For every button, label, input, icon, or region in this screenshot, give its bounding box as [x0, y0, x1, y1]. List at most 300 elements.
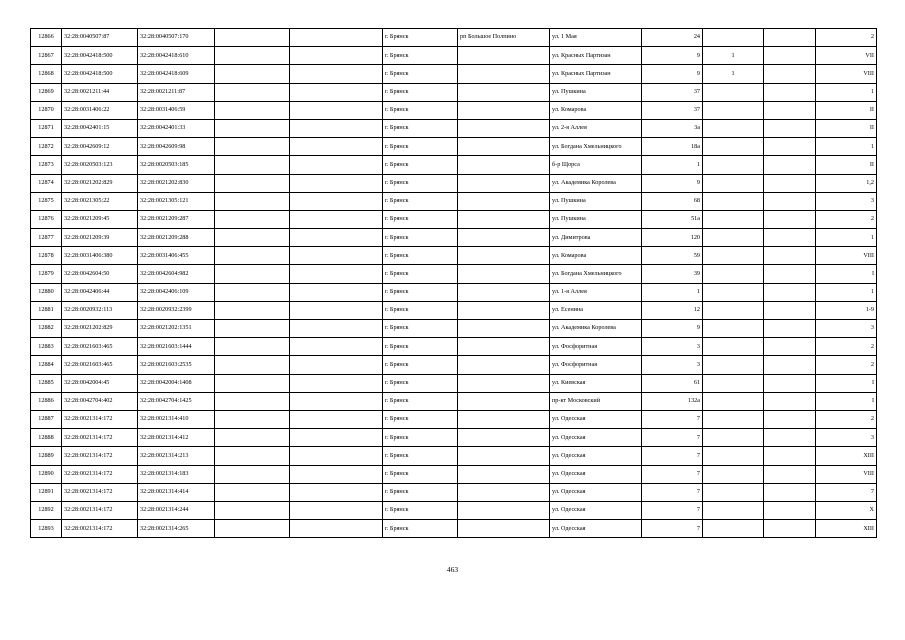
cell-empty	[215, 374, 290, 392]
cell-empty	[290, 392, 383, 410]
cell-cadastral-number: 32:28:0021314:414	[138, 483, 215, 501]
cell-cadastral-parent: 32:28:0021314:172	[62, 410, 138, 428]
cell-building	[703, 138, 764, 156]
cell-empty	[290, 229, 383, 247]
cell-street: ул. Комарова	[550, 101, 642, 119]
cell-empty	[215, 410, 290, 428]
cell-city: г. Брянск	[383, 483, 458, 501]
cell-empty	[764, 429, 816, 447]
table-row	[31, 83, 877, 101]
cell-city: г. Брянск	[383, 320, 458, 338]
cell-cadastral-number: 32:28:0021211:87	[138, 83, 215, 101]
cell-locality	[458, 265, 550, 283]
cell-house-number: 51а	[642, 210, 703, 228]
cell-building	[703, 156, 764, 174]
cell-row-number: 12883	[31, 338, 62, 356]
cell-building	[703, 392, 764, 410]
cell-house-number: 7	[642, 465, 703, 483]
cell-cadastral-parent: 32:28:0021209:39	[62, 229, 138, 247]
cell-street: ул. 1 Мая	[550, 29, 642, 47]
cell-street: ул. Димитрова	[550, 229, 642, 247]
cell-city: г. Брянск	[383, 174, 458, 192]
cell-row-number: 12886	[31, 392, 62, 410]
cell-room: II	[816, 119, 877, 137]
table-row	[31, 429, 877, 447]
cell-street: б-р Щорса	[550, 156, 642, 174]
cell-house-number: 1	[642, 156, 703, 174]
cell-house-number: 9	[642, 174, 703, 192]
cell-row-number: 12879	[31, 265, 62, 283]
cell-empty	[215, 247, 290, 265]
cell-room: VIII	[816, 247, 877, 265]
cell-locality	[458, 465, 550, 483]
cell-cadastral-number: 32:28:0021202:830	[138, 174, 215, 192]
cell-cadastral-number: 32:28:0042418:609	[138, 65, 215, 83]
cell-empty	[764, 119, 816, 137]
cell-empty	[290, 501, 383, 519]
cell-row-number: 12871	[31, 119, 62, 137]
cell-empty	[215, 210, 290, 228]
cell-building	[703, 119, 764, 137]
cell-house-number: 1	[642, 283, 703, 301]
cell-house-number: 9	[642, 65, 703, 83]
cell-empty	[290, 119, 383, 137]
cell-building	[703, 101, 764, 119]
cell-room: X	[816, 501, 877, 519]
cell-empty	[764, 65, 816, 83]
cell-empty	[290, 192, 383, 210]
table-row	[31, 65, 877, 83]
cell-empty	[215, 447, 290, 465]
table-row	[31, 410, 877, 428]
cell-empty	[764, 101, 816, 119]
cell-city: г. Брянск	[383, 119, 458, 137]
cell-row-number: 12893	[31, 520, 62, 538]
cell-empty	[764, 265, 816, 283]
cell-locality	[458, 156, 550, 174]
cell-empty	[215, 356, 290, 374]
cell-empty	[764, 229, 816, 247]
cell-room: 1	[816, 283, 877, 301]
cell-room: 3	[816, 320, 877, 338]
cell-empty	[215, 483, 290, 501]
cell-locality: рп Большое Полпино	[458, 29, 550, 47]
cell-street: ул. Одесская	[550, 520, 642, 538]
cell-cadastral-parent: 32:28:0042704:402	[62, 392, 138, 410]
cell-empty	[764, 247, 816, 265]
cell-empty	[215, 65, 290, 83]
cell-empty	[215, 156, 290, 174]
cell-cadastral-parent: 32:28:0021314:172	[62, 429, 138, 447]
cell-house-number: 18а	[642, 138, 703, 156]
cell-street: ул. Киевская	[550, 374, 642, 392]
cell-empty	[215, 119, 290, 137]
cell-cadastral-parent: 32:28:0021209:45	[62, 210, 138, 228]
cell-empty	[764, 156, 816, 174]
cell-cadastral-number: 32:28:0042004:1408	[138, 374, 215, 392]
cell-street: ул. Есенина	[550, 301, 642, 319]
cell-locality	[458, 356, 550, 374]
cell-empty	[290, 320, 383, 338]
cell-locality	[458, 429, 550, 447]
cell-city: г. Брянск	[383, 301, 458, 319]
cell-room: 1	[816, 229, 877, 247]
cell-locality	[458, 83, 550, 101]
cell-row-number: 12890	[31, 465, 62, 483]
cell-empty	[215, 465, 290, 483]
table-row	[31, 119, 877, 137]
cell-city: г. Брянск	[383, 356, 458, 374]
cell-street: пр-кт Московский	[550, 392, 642, 410]
cell-row-number: 12867	[31, 47, 62, 65]
cell-city: г. Брянск	[383, 429, 458, 447]
cell-empty	[215, 29, 290, 47]
registry-table	[30, 28, 877, 538]
cell-city: г. Брянск	[383, 338, 458, 356]
cell-room: XIII	[816, 447, 877, 465]
cell-empty	[215, 229, 290, 247]
cell-building	[703, 29, 764, 47]
cell-empty	[215, 338, 290, 356]
table-row	[31, 192, 877, 210]
cell-empty	[215, 265, 290, 283]
cell-cadastral-parent: 32:28:0042406:44	[62, 283, 138, 301]
cell-row-number: 12876	[31, 210, 62, 228]
cell-empty	[764, 338, 816, 356]
cell-empty	[215, 101, 290, 119]
cell-empty	[290, 465, 383, 483]
cell-city: г. Брянск	[383, 138, 458, 156]
cell-house-number: 59	[642, 247, 703, 265]
cell-row-number: 12870	[31, 101, 62, 119]
cell-cadastral-number: 32:28:0021314:183	[138, 465, 215, 483]
cell-locality	[458, 283, 550, 301]
cell-house-number: 132а	[642, 392, 703, 410]
cell-building	[703, 283, 764, 301]
cell-city: г. Брянск	[383, 374, 458, 392]
cell-cadastral-number: 32:28:0021603:2535	[138, 356, 215, 374]
cell-row-number: 12887	[31, 410, 62, 428]
cell-row-number: 12881	[31, 301, 62, 319]
cell-city: г. Брянск	[383, 392, 458, 410]
table-row	[31, 320, 877, 338]
cell-house-number: 9	[642, 320, 703, 338]
cell-room: 2	[816, 210, 877, 228]
cell-house-number: 7	[642, 483, 703, 501]
cell-building	[703, 247, 764, 265]
cell-building	[703, 192, 764, 210]
cell-city: г. Брянск	[383, 447, 458, 465]
cell-cadastral-parent: 32:28:0042609:12	[62, 138, 138, 156]
cell-locality	[458, 447, 550, 465]
cell-cadastral-number: 32:28:0021603:1444	[138, 338, 215, 356]
cell-house-number: 37	[642, 83, 703, 101]
cell-street: ул. Одесская	[550, 483, 642, 501]
table-row	[31, 301, 877, 319]
cell-empty	[764, 501, 816, 519]
cell-row-number: 12868	[31, 65, 62, 83]
cell-locality	[458, 501, 550, 519]
cell-cadastral-number: 32:28:0020503:185	[138, 156, 215, 174]
cell-empty	[290, 429, 383, 447]
cell-empty	[764, 520, 816, 538]
cell-street: ул. Одесская	[550, 429, 642, 447]
table-row	[31, 101, 877, 119]
cell-house-number: 24	[642, 29, 703, 47]
cell-cadastral-number: 32:28:0020932:2399	[138, 301, 215, 319]
cell-cadastral-parent: 32:28:0042418:500	[62, 47, 138, 65]
cell-street: ул. Богдана Хмельницкого	[550, 265, 642, 283]
cell-cadastral-number: 32:28:0021314:213	[138, 447, 215, 465]
cell-cadastral-parent: 32:28:0021314:172	[62, 520, 138, 538]
cell-empty	[764, 392, 816, 410]
cell-empty	[290, 301, 383, 319]
cell-city: г. Брянск	[383, 520, 458, 538]
cell-row-number: 12880	[31, 283, 62, 301]
cell-street: ул. Одесская	[550, 501, 642, 519]
cell-locality	[458, 338, 550, 356]
table-row	[31, 520, 877, 538]
cell-locality	[458, 374, 550, 392]
cell-locality	[458, 301, 550, 319]
cell-building	[703, 483, 764, 501]
cell-building	[703, 501, 764, 519]
cell-empty	[290, 83, 383, 101]
cell-house-number: 3	[642, 356, 703, 374]
cell-building	[703, 174, 764, 192]
cell-room: VIII	[816, 465, 877, 483]
cell-room: I	[816, 374, 877, 392]
cell-empty	[215, 501, 290, 519]
cell-empty	[290, 338, 383, 356]
cell-street: ул. Одесская	[550, 410, 642, 428]
cell-empty	[764, 29, 816, 47]
cell-row-number: 12874	[31, 174, 62, 192]
cell-cadastral-parent: 32:28:0021603:465	[62, 356, 138, 374]
cell-city: г. Брянск	[383, 210, 458, 228]
cell-cadastral-parent: 32:28:0040507:87	[62, 29, 138, 47]
cell-street: ул. Фосфоритная	[550, 356, 642, 374]
cell-city: г. Брянск	[383, 229, 458, 247]
cell-empty	[290, 210, 383, 228]
cell-locality	[458, 520, 550, 538]
cell-city: г. Брянск	[383, 465, 458, 483]
cell-row-number: 12872	[31, 138, 62, 156]
cell-house-number: 39	[642, 265, 703, 283]
table-row	[31, 501, 877, 519]
cell-cadastral-parent: 32:28:0021211:44	[62, 83, 138, 101]
cell-street: ул. Богдана Хмельницкого	[550, 138, 642, 156]
table-row	[31, 374, 877, 392]
cell-cadastral-number: 32:28:0042418:610	[138, 47, 215, 65]
cell-cadastral-number: 32:28:0031406:455	[138, 247, 215, 265]
cell-room: XIII	[816, 520, 877, 538]
cell-cadastral-parent: 32:28:0042418:500	[62, 65, 138, 83]
cell-building	[703, 374, 764, 392]
cell-building	[703, 265, 764, 283]
cell-locality	[458, 192, 550, 210]
table-row	[31, 265, 877, 283]
cell-building	[703, 338, 764, 356]
table-row	[31, 174, 877, 192]
cell-cadastral-number: 32:28:0021202:1351	[138, 320, 215, 338]
cell-building	[703, 229, 764, 247]
cell-empty	[290, 47, 383, 65]
table-row	[31, 338, 877, 356]
cell-empty	[290, 447, 383, 465]
cell-row-number: 12875	[31, 192, 62, 210]
cell-house-number: 7	[642, 410, 703, 428]
cell-row-number: 12889	[31, 447, 62, 465]
cell-street: ул. Одесская	[550, 465, 642, 483]
cell-cadastral-number: 32:28:0021314:410	[138, 410, 215, 428]
cell-empty	[290, 356, 383, 374]
cell-city: г. Брянск	[383, 192, 458, 210]
table-row	[31, 283, 877, 301]
cell-row-number: 12892	[31, 501, 62, 519]
cell-empty	[764, 483, 816, 501]
cell-city: г. Брянск	[383, 83, 458, 101]
cell-empty	[215, 283, 290, 301]
cell-locality	[458, 410, 550, 428]
cell-cadastral-parent: 32:28:0021202:829	[62, 320, 138, 338]
cell-empty	[215, 301, 290, 319]
cell-cadastral-number: 32:28:0021209:288	[138, 229, 215, 247]
cell-locality	[458, 119, 550, 137]
cell-house-number: 120	[642, 229, 703, 247]
cell-room: 1,2	[816, 174, 877, 192]
cell-city: г. Брянск	[383, 501, 458, 519]
cell-street: ул. Красных Партизан	[550, 47, 642, 65]
cell-cadastral-number: 32:28:0021209:287	[138, 210, 215, 228]
cell-cadastral-number: 32:28:0042604:982	[138, 265, 215, 283]
cell-locality	[458, 101, 550, 119]
cell-building	[703, 410, 764, 428]
cell-empty	[764, 192, 816, 210]
cell-city: г. Брянск	[383, 247, 458, 265]
cell-row-number: 12877	[31, 229, 62, 247]
cell-building: 1	[703, 47, 764, 65]
table-row	[31, 210, 877, 228]
cell-room: 2	[816, 29, 877, 47]
cell-row-number: 12888	[31, 429, 62, 447]
cell-cadastral-number: 32:28:0021314:265	[138, 520, 215, 538]
cell-empty	[764, 320, 816, 338]
cell-cadastral-parent: 32:28:0021603:465	[62, 338, 138, 356]
cell-empty	[290, 174, 383, 192]
cell-empty	[764, 138, 816, 156]
cell-row-number: 12884	[31, 356, 62, 374]
cell-street: ул. Пушкина	[550, 83, 642, 101]
cell-street: ул. 2-я Аллея	[550, 119, 642, 137]
cell-city: г. Брянск	[383, 410, 458, 428]
cell-empty	[290, 283, 383, 301]
cell-city: г. Брянск	[383, 156, 458, 174]
cell-locality	[458, 65, 550, 83]
cell-building	[703, 356, 764, 374]
cell-cadastral-number: 32:28:0040507:170	[138, 29, 215, 47]
table-row	[31, 483, 877, 501]
cell-street: ул. Одесская	[550, 447, 642, 465]
cell-cadastral-number: 32:28:0021305:121	[138, 192, 215, 210]
cell-room: 2	[816, 356, 877, 374]
cell-building	[703, 83, 764, 101]
cell-empty	[215, 520, 290, 538]
cell-empty	[764, 410, 816, 428]
cell-empty	[215, 320, 290, 338]
cell-empty	[290, 410, 383, 428]
cell-empty	[290, 65, 383, 83]
cell-cadastral-parent: 32:28:0021305:22	[62, 192, 138, 210]
cell-building: 1	[703, 65, 764, 83]
cell-building	[703, 465, 764, 483]
cell-room: 1	[816, 138, 877, 156]
table-row	[31, 29, 877, 47]
table-row	[31, 392, 877, 410]
cell-empty	[290, 520, 383, 538]
page-number: 463	[446, 565, 459, 574]
cell-house-number: 7	[642, 429, 703, 447]
cell-cadastral-parent: 32:28:0020932:113	[62, 301, 138, 319]
cell-building	[703, 447, 764, 465]
cell-street: ул. 1-я Аллея	[550, 283, 642, 301]
cell-locality	[458, 174, 550, 192]
cell-empty	[290, 265, 383, 283]
cell-empty	[290, 483, 383, 501]
cell-locality	[458, 210, 550, 228]
cell-street: ул. Фосфоритная	[550, 338, 642, 356]
cell-room: VII	[816, 47, 877, 65]
cell-house-number: 12	[642, 301, 703, 319]
cell-locality	[458, 47, 550, 65]
table-row	[31, 247, 877, 265]
cell-street: ул. Комарова	[550, 247, 642, 265]
cell-cadastral-parent: 32:28:0020503:123	[62, 156, 138, 174]
cell-room: VIII	[816, 65, 877, 83]
cell-room: I	[816, 265, 877, 283]
cell-building	[703, 210, 764, 228]
cell-street: ул. Академика Королева	[550, 320, 642, 338]
cell-cadastral-parent: 32:28:0042401:15	[62, 119, 138, 137]
cell-row-number: 12869	[31, 83, 62, 101]
cell-empty	[215, 83, 290, 101]
table-row	[31, 229, 877, 247]
cell-empty	[764, 447, 816, 465]
cell-cadastral-number: 32:28:0031406:59	[138, 101, 215, 119]
cell-empty	[215, 174, 290, 192]
cell-room: II	[816, 101, 877, 119]
cell-row-number: 12891	[31, 483, 62, 501]
cell-cadastral-number: 32:28:0042401:33	[138, 119, 215, 137]
cell-house-number: 7	[642, 520, 703, 538]
cell-locality	[458, 229, 550, 247]
cell-empty	[764, 83, 816, 101]
cell-city: г. Брянск	[383, 29, 458, 47]
cell-room: 2	[816, 410, 877, 428]
cell-room: 3	[816, 192, 877, 210]
cell-empty	[290, 138, 383, 156]
cell-cadastral-parent: 32:28:0021202:829	[62, 174, 138, 192]
cell-room: 2	[816, 338, 877, 356]
cell-house-number: 3	[642, 338, 703, 356]
cell-cadastral-number: 32:28:0021314:244	[138, 501, 215, 519]
cell-cadastral-parent: 32:28:0031406:380	[62, 247, 138, 265]
table-row	[31, 356, 877, 374]
cell-building	[703, 320, 764, 338]
cell-empty	[764, 465, 816, 483]
cell-empty	[290, 247, 383, 265]
table-body	[31, 29, 877, 538]
